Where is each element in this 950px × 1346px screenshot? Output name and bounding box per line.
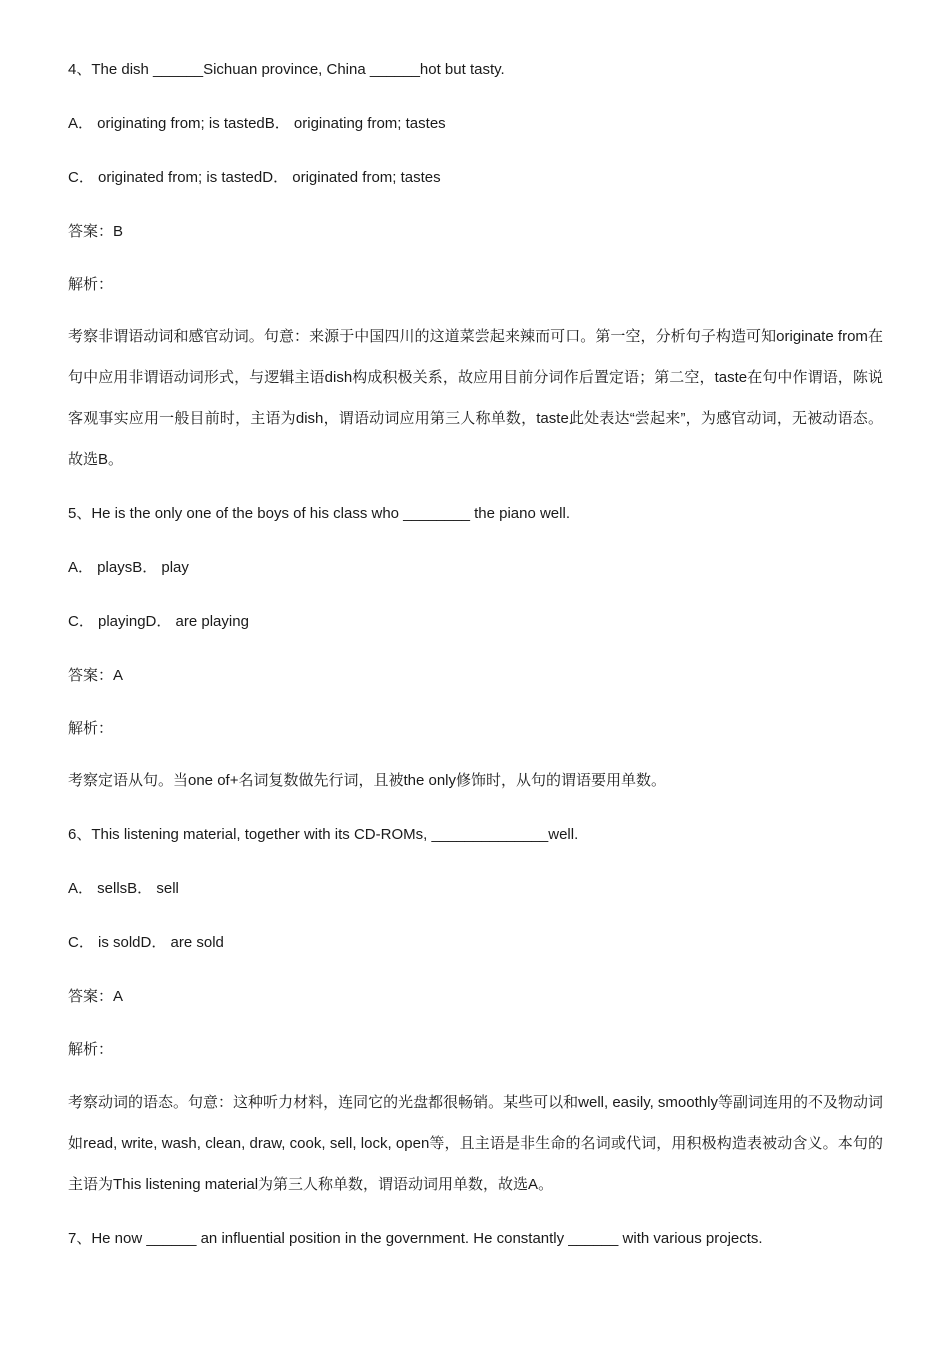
question-6-options-ab: A． sellsB． sell <box>68 880 179 897</box>
question-4-options-ab: A． originating from; is tastedB． originating from; tastes <box>68 115 446 132</box>
question-6-stem: 6、This listening material, together with its CD-ROMs, ______________well. <box>68 826 579 843</box>
question-5-options-ab: A． playsB． play <box>68 559 189 576</box>
question-4-answer: 答案：B <box>68 223 124 240</box>
question-5-stem: 5、He is the only one of the boys of his class who ________ the piano well. <box>68 505 570 522</box>
question-4-analysis: 考察非谓语动词和感官动词。句意：来源于中国四川的这道菜尝起来辣而可口。第一空，分析句子构造可知originate from在句中应用非谓语动词形式，与逻辑主语dish构成积极关系，故应用目前分词作后置定语；第二空，taste在句中作谓语，陈说客观事实应用一般目前时，主语为dish，谓语动词应用第三人称单数，taste此处表达“尝起来”，为感官动词，无被动语态。故选B。 <box>68 328 883 468</box>
question-5-analysis: 考察定语从句。当one of+名词复数做先行词，且被the only修饰时，从句的谓语要用单数。 <box>68 772 667 789</box>
question-6-analysis: 考察动词的语态。句意：这种听力材料，连同它的光盘都很畅销。某些可以和well, easily, smoothly等副词连用的不及物动词如read, write, wash, clean, draw, cook, sell, lock, open等，且主语是非生命的名词或代词，用积极构造表被动含义。本句的主语为This listening material为第三人称单数，谓语动词用单数，故选A。 <box>68 1094 883 1193</box>
question-5-answer: 答案：A <box>68 667 124 684</box>
question-4-analysis-label: 解析： <box>68 276 114 293</box>
question-6-answer: 答案：A <box>68 988 124 1005</box>
question-7-stem: 7、He now ______ an influential position in the government. He constantly ______ with various projects. <box>68 1230 763 1247</box>
question-6-analysis-label: 解析： <box>68 1041 114 1058</box>
question-6-options-cd: C． is soldD． are sold <box>68 934 224 951</box>
question-5-analysis-label: 解析： <box>68 720 114 737</box>
question-4-options-cd: C． originated from; is tastedD． originated from; tastes <box>68 169 441 186</box>
question-4-stem: 4、The dish ______Sichuan province, China ______hot but tasty. <box>68 61 505 78</box>
question-5-options-cd: C． playingD． are playing <box>68 613 249 630</box>
